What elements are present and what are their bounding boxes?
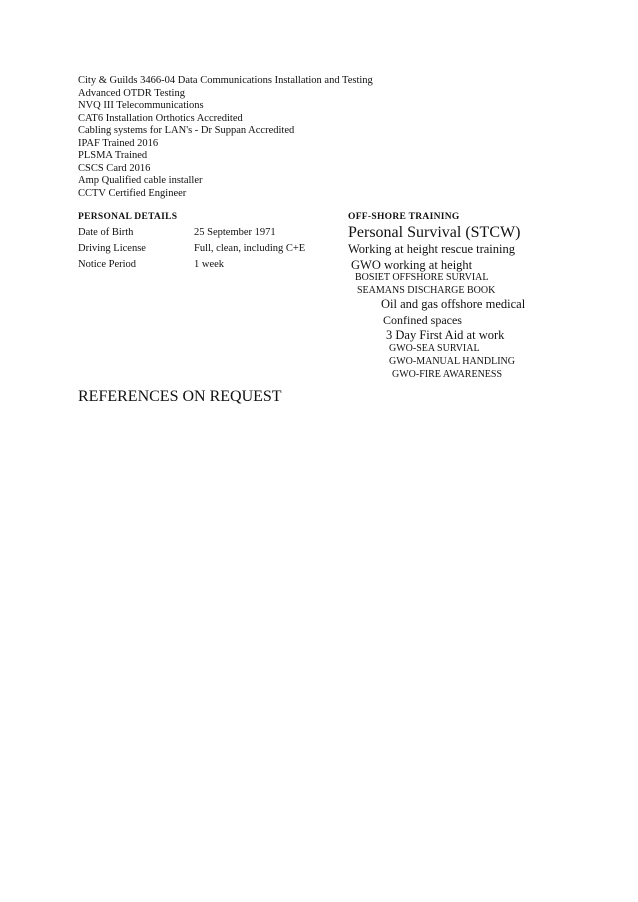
training-item: Confined spaces [383, 313, 462, 327]
qualification-item: CAT6 Installation Orthotics Accredited [78, 112, 243, 124]
qualification-item: NVQ III Telecommunications [78, 100, 204, 111]
qualification-item: Advanced OTDR Testing [78, 87, 185, 99]
detail-label: Date of Birth [78, 227, 134, 238]
qualification-item: CCTV Certified Engineer [78, 187, 187, 199]
offshore-training-heading: OFF-SHORE TRAINING [348, 212, 460, 222]
personal-details-heading: PERSONAL DETAILS [78, 212, 178, 222]
training-item: GWO working at height [351, 258, 473, 272]
training-item: Working at height rescue training [348, 242, 515, 256]
training-item: BOSIET OFFSHORE SURVIAL [355, 272, 489, 283]
qualification-item: City & Guilds 3466-04 Data Communications Installation and Testing [78, 75, 373, 86]
detail-value: Full, clean, including C+E [194, 243, 306, 254]
training-item: Oil and gas offshore medical [381, 297, 526, 311]
training-item: Personal Survival (STCW) [348, 224, 521, 241]
training-item: SEAMANS DISCHARGE BOOK [357, 285, 496, 296]
training-item: GWO-SEA SURVIAL [389, 343, 480, 354]
detail-label: Notice Period [78, 259, 137, 270]
references-note: REFERENCES ON REQUEST [78, 388, 282, 405]
qualifications-list [78, 75, 373, 200]
detail-label: Driving License [78, 243, 146, 254]
qualification-item: Amp Qualified cable installer [78, 175, 203, 186]
qualification-item: PLSMA Trained [78, 150, 148, 161]
detail-value: 25 September 1971 [194, 227, 276, 238]
training-item: 3 Day First Aid at work [386, 328, 505, 342]
qualification-item: Cabling systems for LAN's - Dr Suppan Accredited [78, 125, 295, 136]
qualification-item: CSCS Card 2016 [78, 162, 151, 174]
qualification-item: IPAF Trained 2016 [78, 137, 159, 149]
detail-value: 1 week [194, 259, 225, 270]
training-item: GWO-MANUAL HANDLING [389, 356, 515, 367]
training-item: GWO-FIRE AWARENESS [392, 369, 503, 380]
